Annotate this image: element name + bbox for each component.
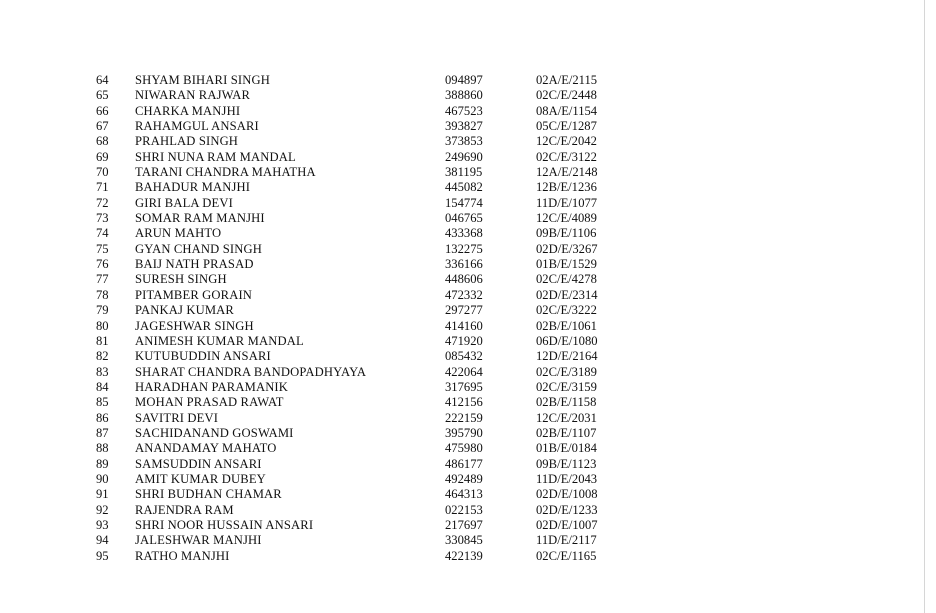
serial-number-cell: 75 [96,241,109,256]
table-row [96,88,626,103]
table-row [96,349,626,364]
name-cell: SURESH SINGH [135,272,227,287]
code-cell: 08A/E/1154 [536,103,598,118]
name-cell: PRAHLAD SINGH [135,134,239,149]
code-cell: 02B/E/1107 [536,425,597,440]
code-cell: 11D/E/1077 [536,195,598,210]
name-cell: RAJENDRA RAM [135,502,234,517]
number-cell: 046765 [445,211,483,226]
serial-number-cell: 79 [96,303,109,318]
name-cell: SAVITRI DEVI [135,410,219,425]
table-row [96,257,626,272]
name-cell: CHARKA MANJHI [135,103,241,118]
number-cell: 317695 [445,379,483,394]
name-cell: RAHAMGUL ANSARI [135,119,259,134]
number-cell: 222159 [445,410,483,425]
table-row [96,441,626,456]
serial-number-cell: 86 [96,410,109,425]
code-cell: 12D/E/2164 [536,349,598,364]
name-cell: TARANI CHANDRA MAHATHA [135,165,316,180]
code-cell: 06D/E/1080 [536,333,598,348]
serial-number-cell: 80 [96,318,109,333]
serial-number-cell: 94 [96,533,109,548]
number-cell: 381195 [445,165,483,180]
code-cell: 02B/E/1158 [536,395,597,410]
name-cell: SAMSUDDIN ANSARI [135,456,262,471]
records-table-body [96,73,626,564]
table-row [96,549,626,564]
name-cell: MOHAN PRASAD RAWAT [135,395,284,410]
serial-number-cell: 88 [96,441,109,456]
table-row [96,487,626,502]
number-cell: 471920 [445,333,483,348]
code-cell: 09B/E/1123 [536,456,597,471]
table-row [96,457,626,472]
name-cell: RATHO MANJHI [135,548,230,563]
serial-number-cell: 82 [96,349,109,364]
page-margin [925,0,936,613]
table-row [96,533,626,548]
name-cell: PANKAJ KUMAR [135,303,234,318]
table-row [96,104,626,119]
code-cell: 02D/E/1233 [536,502,598,517]
table-row [96,288,626,303]
table-row [96,365,626,380]
name-cell: AMIT KUMAR DUBEY [135,471,266,486]
code-cell: 02C/E/3159 [536,379,597,394]
number-cell: 422139 [445,548,483,563]
serial-number-cell: 85 [96,395,109,410]
number-cell: 395790 [445,425,483,440]
table-row [96,319,626,334]
name-cell: SHRI NUNA RAM MANDAL [135,149,296,164]
table-row [96,395,626,410]
code-cell: 02B/E/1061 [536,318,597,333]
number-cell: 388860 [445,88,483,103]
name-cell: HARADHAN PARAMANIK [135,379,289,394]
number-cell: 373853 [445,134,483,149]
number-cell: 132275 [445,241,483,256]
name-cell: JAGESHWAR SINGH [135,318,254,333]
serial-number-cell: 69 [96,149,109,164]
number-cell: 412156 [445,395,483,410]
table-row [96,426,626,441]
code-cell: 02A/E/2115 [536,73,598,87]
serial-number-cell: 65 [96,88,109,103]
name-cell: GIRI BALA DEVI [135,195,233,210]
serial-number-cell: 81 [96,333,109,348]
number-cell: 393827 [445,119,483,134]
name-cell: SHYAM BIHARI SINGH [135,73,270,87]
name-cell: BAIJ NATH PRASAD [135,257,254,272]
name-cell: BAHADUR MANJHI [135,180,251,195]
serial-number-cell: 92 [96,502,109,517]
name-cell: PITAMBER GORAIN [135,287,253,302]
table-row [96,303,626,318]
name-cell: SACHIDANAND GOSWAMI [135,425,294,440]
number-cell: 472332 [445,287,483,302]
number-cell: 330845 [445,533,483,548]
table-row [96,73,626,88]
serial-number-cell: 74 [96,226,109,241]
number-cell: 433368 [445,226,483,241]
table-row [96,226,626,241]
table-row [96,272,626,287]
code-cell: 01B/E/1529 [536,257,597,272]
code-cell: 05C/E/1287 [536,119,597,134]
table-row [96,334,626,349]
table-row [96,472,626,487]
table-row [96,165,626,180]
name-cell: ANANDAMAY MAHATO [135,441,277,456]
code-cell: 02C/E/1165 [536,548,597,563]
code-cell: 02D/E/2314 [536,287,598,302]
name-cell: SHARAT CHANDRA BANDOPADHYAYA [135,364,367,379]
code-cell: 09B/E/1106 [536,226,597,241]
number-cell: 448606 [445,272,483,287]
code-cell: 12C/E/2031 [536,410,597,425]
code-cell: 02C/E/3189 [536,364,597,379]
code-cell: 02C/E/3222 [536,303,597,318]
number-cell: 249690 [445,149,483,164]
serial-number-cell: 95 [96,548,109,563]
code-cell: 01B/E/0184 [536,441,597,456]
serial-number-cell: 70 [96,165,109,180]
serial-number-cell: 84 [96,379,109,394]
number-cell: 486177 [445,456,483,471]
table-row [96,134,626,149]
number-cell: 414160 [445,318,483,333]
number-cell: 475980 [445,441,483,456]
serial-number-cell: 93 [96,517,109,532]
number-cell: 154774 [445,195,483,210]
serial-number-cell: 66 [96,103,109,118]
serial-number-cell: 73 [96,211,109,226]
serial-number-cell: 76 [96,257,109,272]
serial-number-cell: 71 [96,180,109,195]
number-cell: 445082 [445,180,483,195]
table-row [96,211,626,226]
serial-number-cell: 72 [96,195,109,210]
name-cell: SHRI NOOR HUSSAIN ANSARI [135,517,314,532]
table-row [96,411,626,426]
name-cell: SHRI BUDHAN CHAMAR [135,487,282,502]
name-cell: GYAN CHAND SINGH [135,241,262,256]
records-table [96,73,626,564]
serial-number-cell: 83 [96,364,109,379]
code-cell: 02C/E/3122 [536,149,597,164]
name-cell: SOMAR RAM MANJHI [135,211,265,226]
serial-number-cell: 64 [96,73,109,87]
code-cell: 02C/E/2448 [536,88,597,103]
number-cell: 297277 [445,303,483,318]
code-cell: 02C/E/4278 [536,272,597,287]
name-cell: ARUN MAHTO [135,226,222,241]
table-row [96,119,626,134]
name-cell: KUTUBUDDIN ANSARI [135,349,271,364]
name-cell: JALESHWAR MANJHI [135,533,262,548]
number-cell: 217697 [445,517,483,532]
serial-number-cell: 77 [96,272,109,287]
name-cell: ANIMESH KUMAR MANDAL [135,333,304,348]
code-cell: 02D/E/3267 [536,241,598,256]
serial-number-cell: 91 [96,487,109,502]
number-cell: 022153 [445,502,483,517]
serial-number-cell: 68 [96,134,109,149]
code-cell: 12A/E/2148 [536,165,598,180]
table-row [96,518,626,533]
table-row [96,196,626,211]
serial-number-cell: 67 [96,119,109,134]
table-row [96,150,626,165]
code-cell: 12C/E/2042 [536,134,597,149]
number-cell: 094897 [445,73,483,87]
serial-number-cell: 78 [96,287,109,302]
serial-number-cell: 90 [96,471,109,486]
code-cell: 11D/E/2043 [536,471,598,486]
number-cell: 464313 [445,487,483,502]
code-cell: 12C/E/4089 [536,211,597,226]
code-cell: 02D/E/1008 [536,487,598,502]
table-row [96,380,626,395]
code-cell: 02D/E/1007 [536,517,598,532]
serial-number-cell: 87 [96,425,109,440]
serial-number-cell: 89 [96,456,109,471]
code-cell: 11D/E/2117 [536,533,597,548]
number-cell: 336166 [445,257,483,272]
table-row [96,503,626,518]
table-row [96,242,626,257]
name-cell: NIWARAN RAJWAR [135,88,251,103]
number-cell: 422064 [445,364,483,379]
table-row [96,180,626,195]
number-cell: 492489 [445,471,483,486]
number-cell: 467523 [445,103,483,118]
number-cell: 085432 [445,349,483,364]
code-cell: 12B/E/1236 [536,180,597,195]
